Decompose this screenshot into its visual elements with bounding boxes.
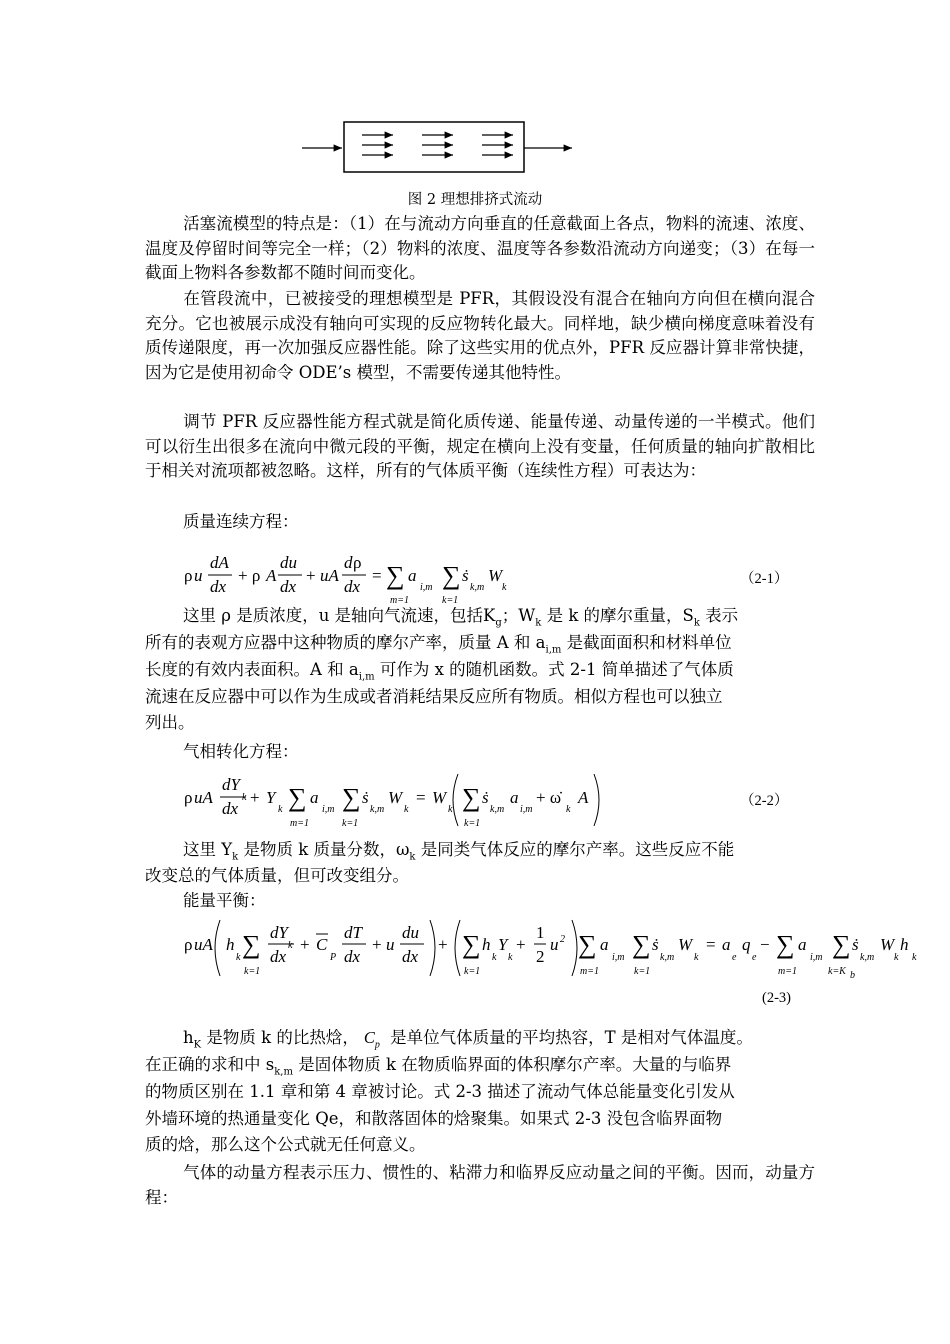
svg-text:+: + xyxy=(372,935,382,954)
svg-text:W: W xyxy=(432,788,447,807)
svg-text:d: d xyxy=(344,553,353,572)
svg-text:k: k xyxy=(508,952,513,963)
paragraph-variables-line5: 列出。 xyxy=(145,713,195,732)
svg-text:=: = xyxy=(416,788,426,807)
svg-text:+: + xyxy=(516,935,526,954)
svg-text:m=1: m=1 xyxy=(290,818,309,829)
paragraph-variables-line4: 流速在反应器中可以作为生成或者消耗结果反应所有物质。相似方程也可以独立 xyxy=(145,687,723,706)
svg-text:k: k xyxy=(912,952,917,963)
equation-number-2-2: （2-2） xyxy=(740,793,789,809)
svg-text:∑: ∑ xyxy=(242,930,261,959)
paragraph-enthalpy-line4: 外墙环境的热通量变化 Qe，和散落固体的焓聚集。如果式 2-3 没包含临界面物 xyxy=(145,1109,723,1128)
svg-text:k=1: k=1 xyxy=(442,595,459,606)
svg-text:∑: ∑ xyxy=(632,930,651,959)
svg-text:k=1: k=1 xyxy=(244,966,261,977)
heading-gas-conversion: 气相转化方程： xyxy=(183,742,299,761)
svg-text:dx: dx xyxy=(344,577,361,596)
paragraph-momentum: 气体的动量方程表示压力、惯性的、粘滞力和临界反应动量之间的平衡。因而，动量方程： xyxy=(145,1163,815,1207)
svg-text:k,m: k,m xyxy=(860,952,875,963)
svg-text:a: a xyxy=(310,788,319,807)
svg-text:m=1: m=1 xyxy=(778,966,797,977)
svg-text:W: W xyxy=(388,788,403,807)
svg-text:A: A xyxy=(578,788,589,807)
svg-text:k: k xyxy=(448,804,453,815)
svg-text:i,m: i,m xyxy=(612,952,625,963)
paragraph-variables-line2: 所有的表观方应器中这种物质的摩尔产率，质量 A 和 $a_{i,m}$ 是截面面积和材料单位 xyxy=(145,633,732,656)
svg-text:u: u xyxy=(386,935,395,954)
figure-caption: 图 2 理想排挤式流动 xyxy=(407,192,543,208)
svg-text:k=1: k=1 xyxy=(464,966,481,977)
svg-text:∑: ∑ xyxy=(462,930,481,959)
svg-text:+ ρ: + ρ xyxy=(238,566,261,585)
paragraph-pfr-model: 在管段流中，已被接受的理想模型是 PFR，其假设没有混合在轴向方向但在横向混合充分。它也被展示成没有轴向可实现的反应物转化最大。同样地，缺少横向梯度意味着没有质传递限度，再一次加强反应器性能。除了这些实用的优点外，PFR 反应器计算非常快捷，因为它是使用初命令 ODE’s 模型，不需要传递其他特性。 xyxy=(145,289,815,382)
svg-text:k: k xyxy=(242,792,247,803)
svg-text:2: 2 xyxy=(536,947,545,966)
equation-2-1 xyxy=(180,548,600,608)
svg-text:=: = xyxy=(706,935,716,954)
svg-text:+: + xyxy=(300,935,310,954)
svg-text:b: b xyxy=(850,970,855,981)
svg-text:dx: dx xyxy=(344,947,361,966)
svg-text:k=1: k=1 xyxy=(634,966,651,977)
svg-text:1: 1 xyxy=(536,923,545,942)
svg-text:dY: dY xyxy=(222,775,240,794)
paragraph-mass-fraction-line1: 这里 $Y_k$ 是物质 k 质量分数，$\omega_k$ 是同类气体反应的摩尔产率。这些反应不能 xyxy=(183,840,735,863)
svg-text:k: k xyxy=(502,582,507,593)
svg-text:uA: uA xyxy=(320,566,339,585)
svg-text:du: du xyxy=(402,923,419,942)
svg-text:2: 2 xyxy=(560,934,565,945)
equation-number-2-1: （2-1） xyxy=(740,571,789,587)
svg-text:+: + xyxy=(250,788,260,807)
svg-text:W: W xyxy=(678,935,693,954)
svg-text:W: W xyxy=(488,566,503,585)
equation-number-2-3: (2-3) xyxy=(762,990,791,1006)
svg-text:∑: ∑ xyxy=(342,783,361,812)
svg-text:du: du xyxy=(280,553,297,572)
svg-text:∑: ∑ xyxy=(462,783,481,812)
svg-text:u: u xyxy=(194,566,203,585)
svg-text:k: k xyxy=(894,952,899,963)
svg-text:k,m: k,m xyxy=(660,952,675,963)
svg-text:i,m: i,m xyxy=(520,804,533,815)
svg-text:k,m: k,m xyxy=(370,804,385,815)
svg-text:Y: Y xyxy=(266,788,276,807)
flow-arrows xyxy=(362,135,513,155)
svg-text:u: u xyxy=(550,935,559,954)
svg-text:a: a xyxy=(510,788,519,807)
svg-text:∑: ∑ xyxy=(386,561,405,590)
svg-text:k: k xyxy=(694,952,699,963)
svg-text:ṡ: ṡ xyxy=(482,788,489,807)
svg-text:q: q xyxy=(742,935,751,954)
svg-text:=: = xyxy=(372,566,382,585)
svg-text:h: h xyxy=(482,935,491,954)
svg-text:P: P xyxy=(330,952,337,963)
paragraph-enthalpy-line3: 的物质区别在 1.1 章和第 4 章被讨论。式 2-3 描述了流动气体总能量变化引发从 xyxy=(145,1082,735,1101)
svg-text:h: h xyxy=(226,935,235,954)
svg-text:C: C xyxy=(316,935,328,954)
svg-text:−: − xyxy=(760,935,770,954)
svg-text:dx: dx xyxy=(280,577,297,596)
svg-text:k=K: k=K xyxy=(828,966,846,977)
svg-text:a: a xyxy=(798,935,807,954)
svg-text:k=1: k=1 xyxy=(464,818,481,829)
svg-text:a: a xyxy=(408,566,417,585)
svg-text:uA: uA xyxy=(194,935,213,954)
svg-text:k,m: k,m xyxy=(470,582,485,593)
svg-text:ρ: ρ xyxy=(184,566,193,585)
plug-flow-diagram xyxy=(300,118,580,176)
paragraph-pfr-equations: 调节 PFR 反应器性能方程式就是简化质传递、能量传递、动量传递的一半模式。他们可以衍生出很多在流向中微元段的平衡，规定在横向上没有变量，任何质量的轴向扩散相比于相关对流项都被忽略。这样，所有的气体质平衡（连续性方程）可表达为： xyxy=(145,412,815,481)
svg-text:i,m: i,m xyxy=(420,582,433,593)
paragraph-variables-line1: 这里 ρ 是质浓度，u 是轴向气流速，包括$K_g$；$W_k$ 是 k 的摩尔重量，$S_k$ 表示 xyxy=(183,606,739,629)
svg-text:a: a xyxy=(600,935,609,954)
svg-text:∑: ∑ xyxy=(776,930,795,959)
paragraph-enthalpy-line5: 质的焓，那么这个公式就无任何意义。 xyxy=(145,1135,426,1154)
svg-text:ṡ: ṡ xyxy=(652,935,659,954)
svg-text:e: e xyxy=(732,952,737,963)
paragraph-plug-flow-features: 活塞流模型的特点是：（1）在与流动方向垂直的任意截面上各点，物料的流速、浓度、温度及停留时间等完全一样；（2）物料的浓度、温度等各参数沿流动方向递变；（3）在每一截面上物料各参数都不随时间而变化。 xyxy=(145,214,815,283)
svg-text:uA: uA xyxy=(194,788,213,807)
svg-text:∑: ∑ xyxy=(578,930,597,959)
svg-text:k: k xyxy=(278,804,283,815)
svg-text:A: A xyxy=(266,566,277,585)
svg-text:m=1: m=1 xyxy=(580,966,599,977)
svg-text:W: W xyxy=(880,935,895,954)
svg-text:dY: dY xyxy=(270,923,288,942)
equation-2-3 xyxy=(180,914,925,988)
svg-text:i,m: i,m xyxy=(322,804,335,815)
svg-text:ṡ: ṡ xyxy=(362,788,369,807)
paragraph-mass-fraction-line2: 改变总的气体质量，但可改变组分。 xyxy=(145,866,409,885)
svg-text:k,m: k,m xyxy=(490,804,505,815)
svg-text:ṡ: ṡ xyxy=(852,935,859,954)
paragraph-variables-line3: 长度的有效内表面积。A 和 $a_{i,m}$ 可作为 x 的随机函数。式 2-1 简单描述了气体质 xyxy=(145,660,734,683)
heading-energy-balance: 能量平衡： xyxy=(183,891,266,910)
svg-text:k: k xyxy=(404,804,409,815)
svg-text:dA: dA xyxy=(210,553,229,572)
heading-mass-continuity: 质量连续方程： xyxy=(183,512,299,531)
svg-text:+ ω̇: + ω̇ xyxy=(536,788,562,807)
svg-text:a: a xyxy=(722,935,731,954)
svg-text:Y: Y xyxy=(498,935,508,954)
svg-text:∑: ∑ xyxy=(288,783,307,812)
svg-text:k: k xyxy=(492,952,497,963)
svg-text:∑: ∑ xyxy=(832,930,851,959)
svg-text:ρ: ρ xyxy=(353,553,362,572)
paragraph-enthalpy-line2: 在正确的求和中 $s_{k,m}$ 是固体物质 k 在物质临界面的体积摩尔产率。大量的与临界 xyxy=(145,1055,732,1078)
svg-text:m=1: m=1 xyxy=(390,595,409,606)
svg-text:ṡ: ṡ xyxy=(462,566,469,585)
svg-text:k: k xyxy=(566,804,571,815)
svg-text:dT: dT xyxy=(344,923,362,942)
svg-text:dx: dx xyxy=(402,947,419,966)
svg-text:k: k xyxy=(236,952,241,963)
svg-text:i,m: i,m xyxy=(810,952,823,963)
reactor-box xyxy=(344,122,524,172)
svg-text:e: e xyxy=(752,952,757,963)
svg-text:∑: ∑ xyxy=(442,561,461,590)
svg-text:ρ: ρ xyxy=(184,788,193,807)
svg-text:+: + xyxy=(306,566,316,585)
svg-text:k=1: k=1 xyxy=(342,818,359,829)
svg-text:dx: dx xyxy=(210,577,227,596)
paragraph-enthalpy-line1: $h_K$ 是物质 k 的比热焓， $C_p$ 是单位气体质量的平均热容，T 是相对气体温度。 xyxy=(183,1028,753,1051)
svg-text:+: + xyxy=(438,935,448,954)
svg-text:dx: dx xyxy=(222,799,239,818)
svg-text:k: k xyxy=(288,940,293,951)
svg-text:ρ: ρ xyxy=(184,935,193,954)
svg-text:h: h xyxy=(900,935,909,954)
svg-text:dx: dx xyxy=(270,947,287,966)
equation-2-2 xyxy=(180,768,620,832)
